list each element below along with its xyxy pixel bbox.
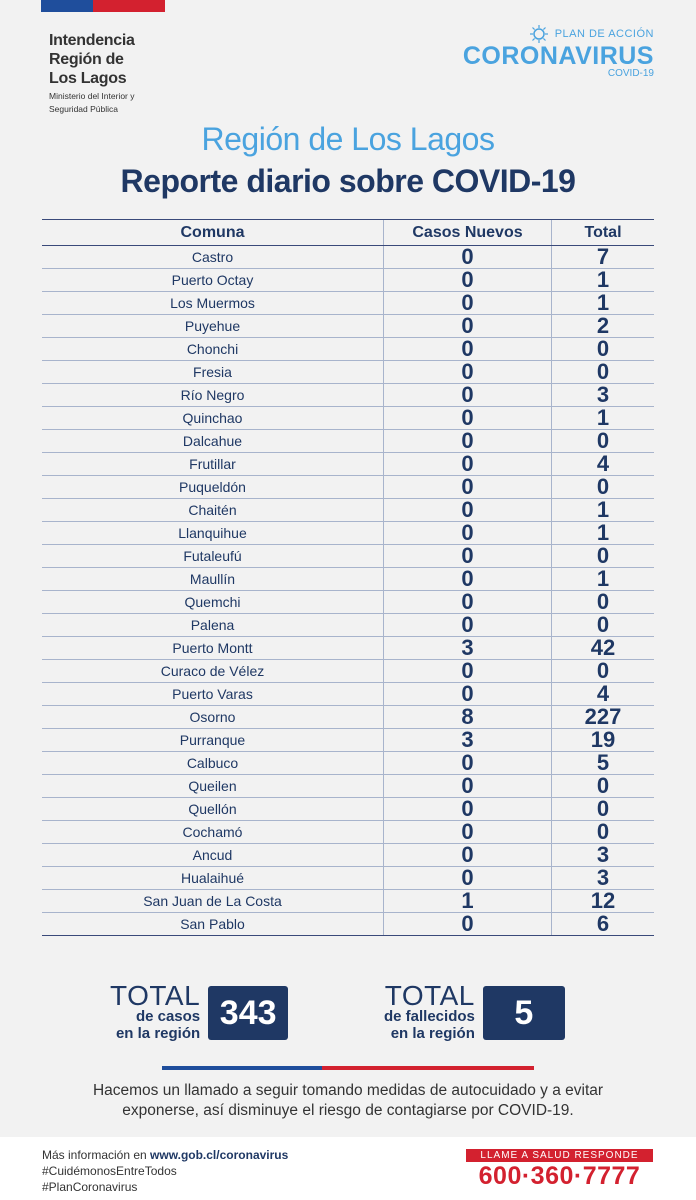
total-cases-line2: en la región <box>115 1025 201 1042</box>
cell-casos-nuevos: 0 <box>384 522 552 545</box>
total-deaths-block <box>384 980 565 1042</box>
cell-comuna: Maullín <box>42 568 384 591</box>
cell-total: 1 <box>552 499 655 522</box>
cell-casos-nuevos: 8 <box>384 706 552 729</box>
hashtag-2: #PlanCoronavirus <box>42 1180 138 1194</box>
org-sub-line: Seguridad Pública <box>49 104 118 114</box>
table-row <box>42 614 654 637</box>
cell-casos-nuevos: 3 <box>384 729 552 752</box>
cell-total: 0 <box>552 798 655 821</box>
table-row <box>42 476 654 499</box>
table-row <box>42 499 654 522</box>
cell-total: 3 <box>552 844 655 867</box>
cell-comuna: Osorno <box>42 706 384 729</box>
table-row <box>42 407 654 430</box>
table-row <box>42 775 654 798</box>
plan-top-text: PLAN DE ACCIÓN <box>554 28 654 40</box>
cases-table <box>42 219 654 936</box>
cell-total: 1 <box>552 407 655 430</box>
table-row <box>42 292 654 315</box>
cell-total: 42 <box>552 637 655 660</box>
table-row <box>42 269 654 292</box>
cell-comuna: Quellón <box>42 798 384 821</box>
org-name-line: Intendencia <box>49 32 135 49</box>
cell-casos-nuevos: 0 <box>384 361 552 384</box>
cell-comuna: Chaitén <box>42 499 384 522</box>
cell-total: 0 <box>552 775 655 798</box>
footer <box>0 1137 696 1200</box>
cell-casos-nuevos: 0 <box>384 384 552 407</box>
plan-coronavirus-logo <box>444 24 654 79</box>
cell-comuna: Quemchi <box>42 591 384 614</box>
cell-total: 1 <box>552 568 655 591</box>
plan-big-text: CORONAVIRUS <box>462 42 654 70</box>
table-row <box>42 246 654 269</box>
total-cases-label: TOTAL <box>110 980 201 1011</box>
cell-total: 0 <box>552 338 655 361</box>
cell-total: 0 <box>552 476 655 499</box>
phone-block <box>466 1149 653 1190</box>
cell-total: 19 <box>552 729 655 752</box>
cell-casos-nuevos: 0 <box>384 591 552 614</box>
cell-comuna: Quinchao <box>42 407 384 430</box>
virus-icon <box>529 24 549 44</box>
cell-casos-nuevos: 0 <box>384 315 552 338</box>
header-total: Total <box>552 220 655 246</box>
info-link[interactable]: www.gob.cl/coronavirus <box>150 1148 289 1162</box>
cell-comuna: Queilen <box>42 775 384 798</box>
cell-total: 0 <box>552 821 655 844</box>
cell-casos-nuevos: 0 <box>384 453 552 476</box>
cell-comuna: Calbuco <box>42 752 384 775</box>
flag-stripe <box>41 0 165 12</box>
table-row <box>42 384 654 407</box>
total-cases-line1: de casos <box>135 1008 201 1025</box>
table-row <box>42 821 654 844</box>
cell-total: 7 <box>552 246 655 269</box>
cell-total: 1 <box>552 269 655 292</box>
table-header-row <box>42 220 654 246</box>
table-row <box>42 706 654 729</box>
cell-total: 1 <box>552 292 655 315</box>
table-row <box>42 545 654 568</box>
cell-comuna: San Juan de La Costa <box>42 890 384 913</box>
cell-total: 4 <box>552 683 655 706</box>
cell-total: 1 <box>552 522 655 545</box>
plan-small-text: COVID-19 <box>607 68 654 79</box>
cell-casos-nuevos: 0 <box>384 269 552 292</box>
cell-total: 0 <box>552 614 655 637</box>
table-row <box>42 913 654 936</box>
cell-total: 12 <box>552 890 655 913</box>
cell-casos-nuevos: 0 <box>384 568 552 591</box>
cell-casos-nuevos: 0 <box>384 430 552 453</box>
cell-comuna: Curaco de Vélez <box>42 660 384 683</box>
cell-total: 3 <box>552 867 655 890</box>
cell-casos-nuevos: 1 <box>384 890 552 913</box>
cell-casos-nuevos: 0 <box>384 407 552 430</box>
cell-total: 0 <box>552 545 655 568</box>
cell-total: 3 <box>552 384 655 407</box>
cell-comuna: Castro <box>42 246 384 269</box>
table-row <box>42 867 654 890</box>
org-name-line: Región de <box>49 51 124 68</box>
phone-number: 600·360·7777 <box>478 1162 641 1190</box>
cell-total: 2 <box>552 315 655 338</box>
cell-casos-nuevos: 0 <box>384 821 552 844</box>
cell-total: 0 <box>552 361 655 384</box>
cell-casos-nuevos: 0 <box>384 246 552 269</box>
table-row <box>42 844 654 867</box>
cell-comuna: Puerto Varas <box>42 683 384 706</box>
cell-comuna: Dalcahue <box>42 430 384 453</box>
org-logo <box>49 31 135 114</box>
cell-comuna: Los Muermos <box>42 292 384 315</box>
cell-casos-nuevos: 0 <box>384 798 552 821</box>
cell-casos-nuevos: 0 <box>384 775 552 798</box>
cell-comuna: Llanquihue <box>42 522 384 545</box>
total-deaths-line2: en la región <box>390 1025 475 1042</box>
cell-casos-nuevos: 0 <box>384 867 552 890</box>
cell-casos-nuevos: 0 <box>384 338 552 361</box>
table-row <box>42 660 654 683</box>
cell-comuna: Palena <box>42 614 384 637</box>
total-deaths-value: 5 <box>483 986 565 1040</box>
header-comuna: Comuna <box>42 220 384 246</box>
header-casos-nuevos: Casos Nuevos <box>384 220 552 246</box>
table-row <box>42 683 654 706</box>
cell-total: 227 <box>552 706 655 729</box>
total-cases-block <box>110 980 288 1042</box>
cell-casos-nuevos: 0 <box>384 844 552 867</box>
cell-comuna: Ancud <box>42 844 384 867</box>
cell-comuna: Purranque <box>42 729 384 752</box>
cell-casos-nuevos: 0 <box>384 476 552 499</box>
org-sub-line: Ministerio del Interior y <box>49 91 135 101</box>
advice-message: Hacemos un llamado a seguir tomando medidas de autocuidado y a evitar exponerse, así disminuye el riesgo de contagiarse por COVID-19. <box>92 1082 604 1119</box>
cell-total: 0 <box>552 591 655 614</box>
cell-casos-nuevos: 0 <box>384 499 552 522</box>
total-cases-value: 343 <box>208 986 288 1040</box>
cell-total: 6 <box>552 913 655 936</box>
cell-total: 5 <box>552 752 655 775</box>
phone-banner: LLAME A SALUD RESPONDE <box>466 1149 653 1162</box>
cell-comuna: Fresia <box>42 361 384 384</box>
cell-comuna: Puyehue <box>42 315 384 338</box>
cell-casos-nuevos: 0 <box>384 292 552 315</box>
cell-comuna: Puerto Octay <box>42 269 384 292</box>
cell-comuna: Chonchi <box>42 338 384 361</box>
org-name-line: Los Lagos <box>49 70 127 87</box>
divider-stripe <box>162 1066 534 1070</box>
cell-casos-nuevos: 0 <box>384 752 552 775</box>
total-deaths-line1: de fallecidos <box>384 1008 475 1025</box>
table-row <box>42 315 654 338</box>
cell-comuna: Frutillar <box>42 453 384 476</box>
table-row <box>42 338 654 361</box>
table-row <box>42 637 654 660</box>
info-prefix: Más información en <box>42 1148 151 1162</box>
cell-comuna: Río Negro <box>42 384 384 407</box>
region-title: Región de Los Lagos <box>201 121 495 157</box>
cell-comuna: Cochamó <box>42 821 384 844</box>
report-title: Reporte diario sobre COVID-19 <box>120 163 576 199</box>
table-row <box>42 361 654 384</box>
table-row <box>42 568 654 591</box>
table-row <box>42 522 654 545</box>
cell-casos-nuevos: 0 <box>384 913 552 936</box>
table-row <box>42 591 654 614</box>
total-deaths-label: TOTAL <box>384 980 475 1011</box>
table-row <box>42 752 654 775</box>
cell-casos-nuevos: 0 <box>384 614 552 637</box>
table-row <box>42 890 654 913</box>
cell-casos-nuevos: 0 <box>384 660 552 683</box>
cell-casos-nuevos: 0 <box>384 545 552 568</box>
table-row <box>42 430 654 453</box>
hashtag-1: #CuidémonosEntreTodos <box>42 1164 177 1178</box>
table-row <box>42 798 654 821</box>
cell-comuna: San Pablo <box>42 913 384 936</box>
cell-casos-nuevos: 0 <box>384 683 552 706</box>
table-row <box>42 453 654 476</box>
table-row <box>42 729 654 752</box>
cell-total: 4 <box>552 453 655 476</box>
cell-comuna: Futaleufú <box>42 545 384 568</box>
cell-total: 0 <box>552 430 655 453</box>
cell-total: 0 <box>552 660 655 683</box>
cell-casos-nuevos: 3 <box>384 637 552 660</box>
cell-comuna: Hualaihué <box>42 867 384 890</box>
cell-comuna: Puqueldón <box>42 476 384 499</box>
cell-comuna: Puerto Montt <box>42 637 384 660</box>
